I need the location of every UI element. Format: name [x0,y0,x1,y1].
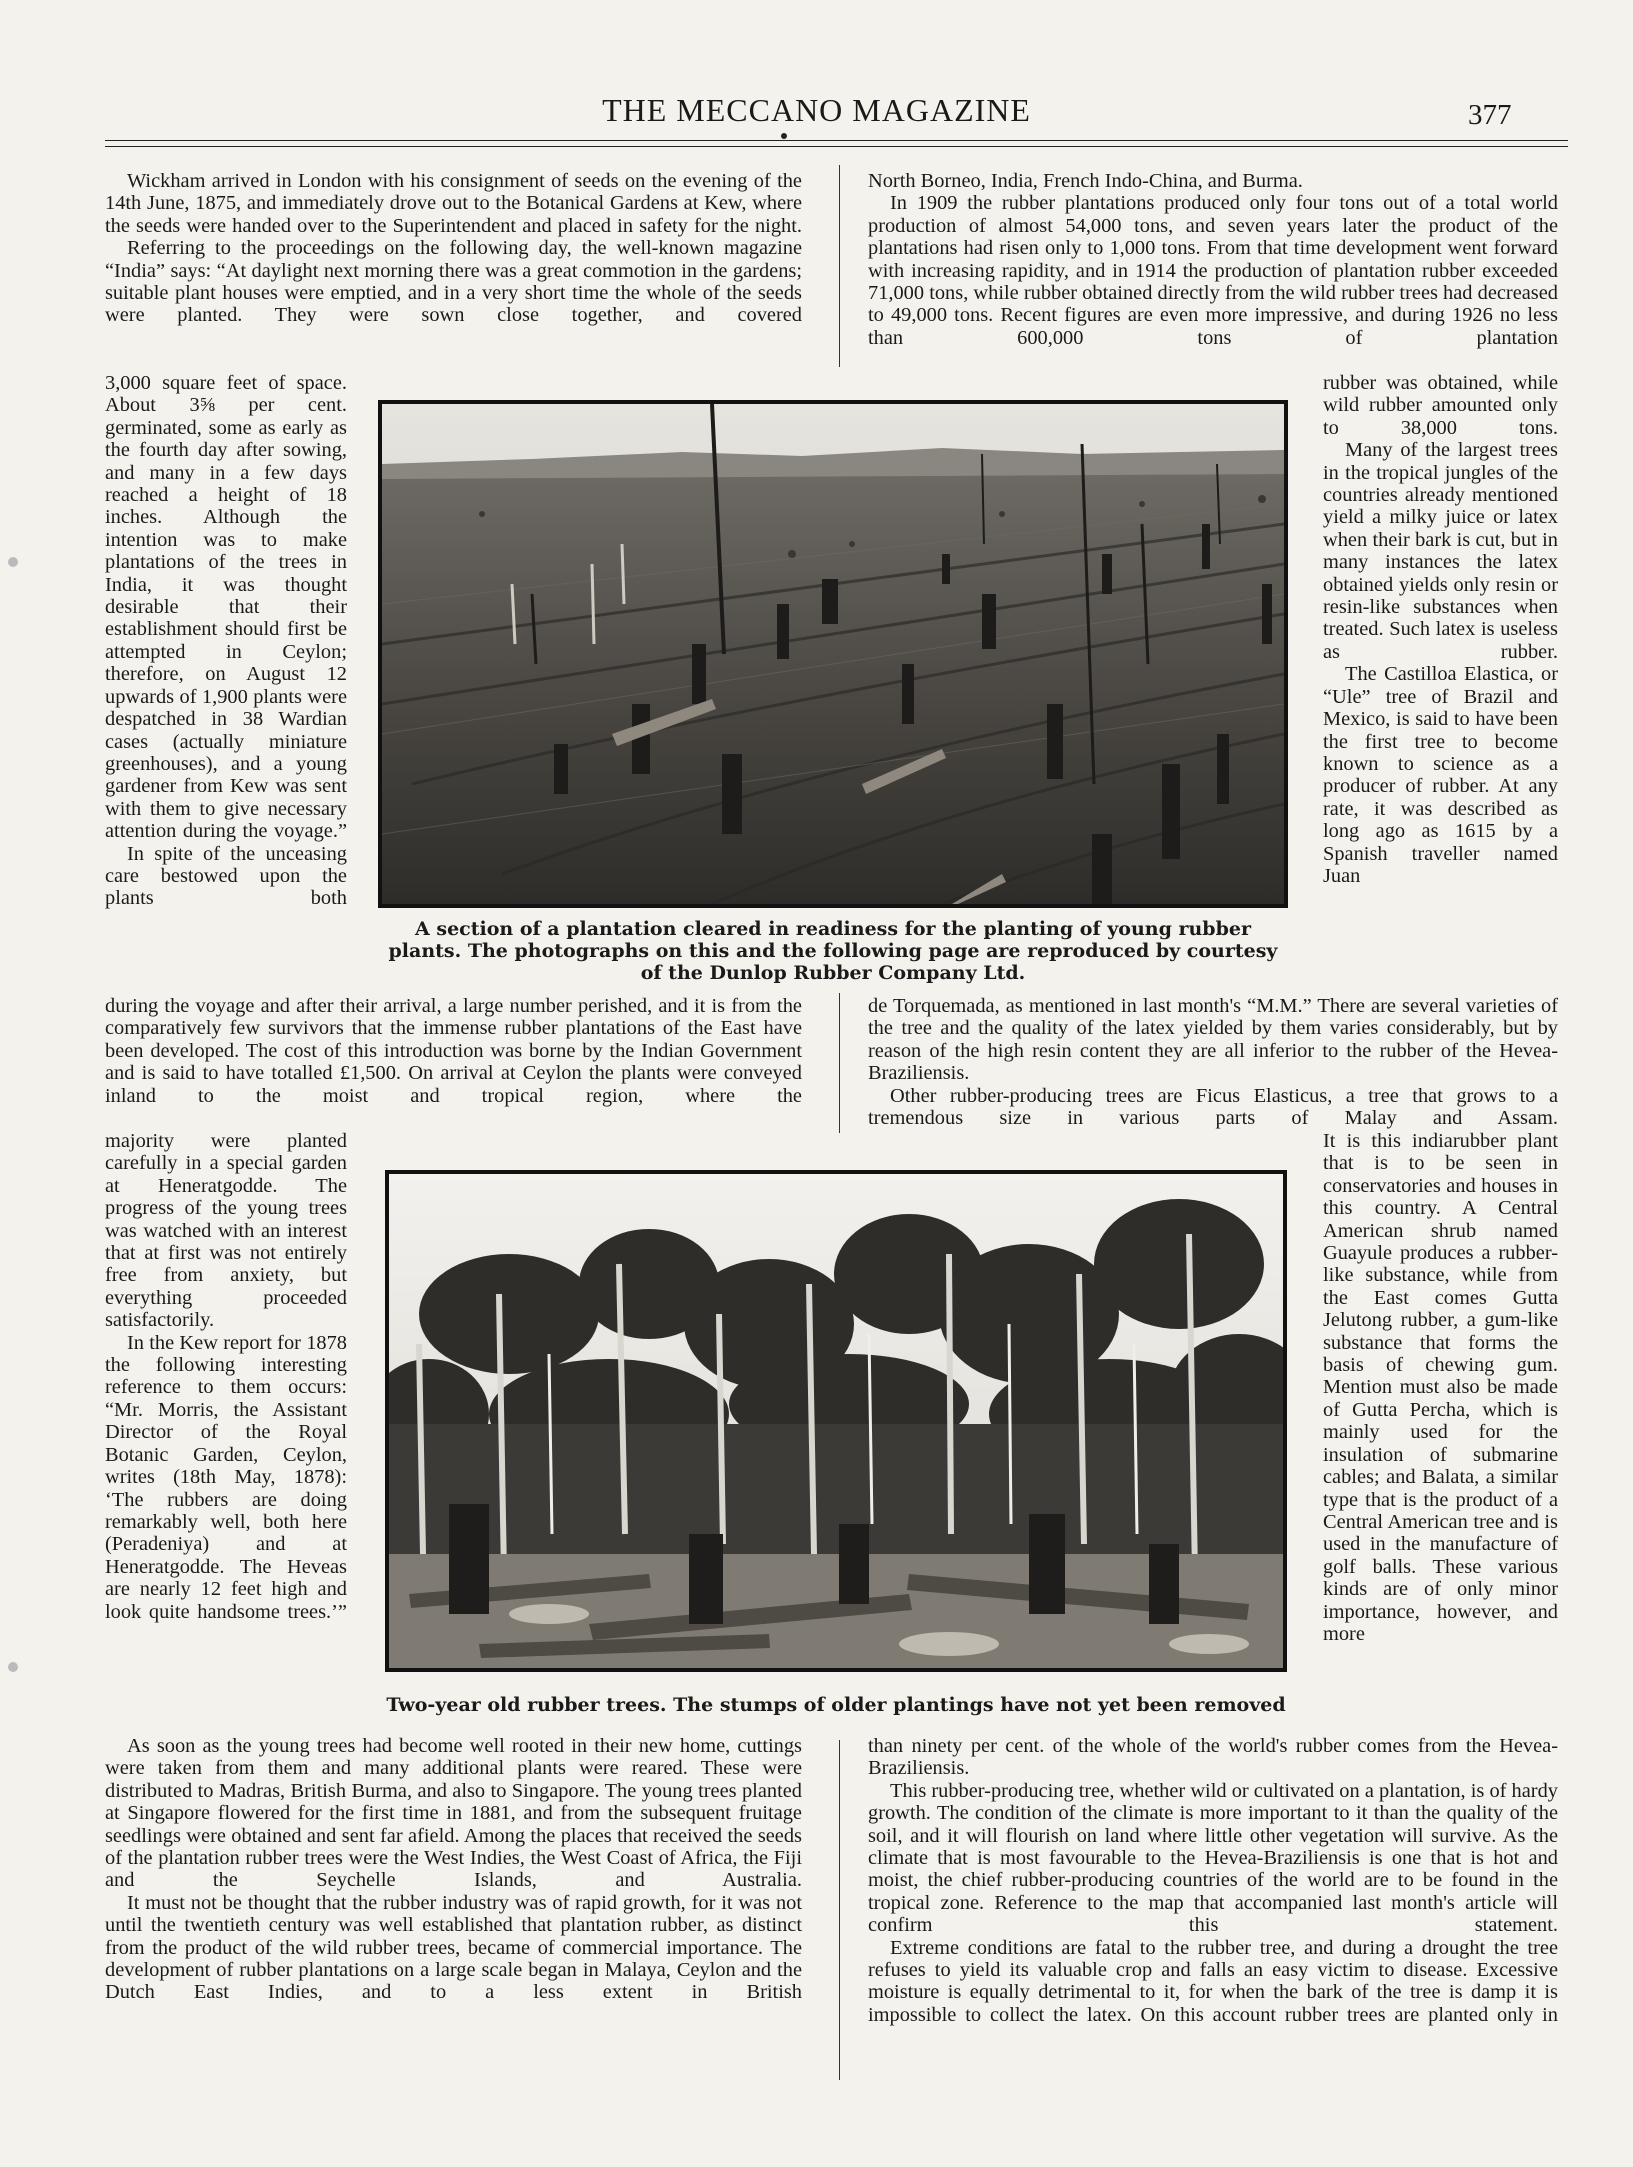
young-rubber-trees-image [389,1174,1283,1668]
paragraph: As soon as the young trees had become well rooted in their new home, cuttings were taken from them and many additional plants were reared. These were distributed to Madras, British Burma, and also to Singapore. The young trees planted at Singapore flowered for the first time in 1881, and from the subsequent fruitage seedlings were obtained and sent far afield. Among the places that received the seeds of the plantation rubber trees were the West Indies, the West Coast of Africa, the Fiji and the Seychelle Islands, and Australia. [105,1735,802,1892]
figure-caption: Two-year old rubber trees. The stumps of older plantings have not yet been removed [386,1694,1286,1716]
paragraph: Other rubber-producing trees are Ficus Elasticus, a tree that grows to a tremendous size in various parts of Malay and Assam. [868,1084,1558,1130]
header-ornament [781,133,787,139]
figure-caption: A section of a plantation cleared in readiness for the planting of young rubber plants. The photographs on this and the following page are reproduced by courtesy of the Dunlop Rubber Company Ltd. [388,918,1278,984]
paragraph: It must not be thought that the rubber industry was of rapid growth, for it was not until the twentieth century was well established that plantation rubber, as distinct from the product of the wild rubber trees, became of commercial importance. The development of rubber plantations on a large scale began in Malaya, Ceylon and the Dutch East Indies, and to a less extent in British [105,1891,802,2004]
paragraph: This rubber-producing tree, whether wild or cultivated on a plantation, is of hardy growth. The condition of the climate is more important to it than the quality of the soil, and it will flourish on land where little other vegetation will survive. As the climate that is most favourable to the Hevea-Braziliensis is one that is hot and moist, the chief rubber-producing countries of the world are to be found in the tropical zone. Reference to the map that accompanied last month's article will confirm this statement. [868,1779,1558,1937]
header-rule-bottom [105,146,1568,147]
article-column-left-bottom [105,1735,802,2004]
paragraph: In 1909 the rubber plantations produced only four tons out of a total world production of almost 54,000 tons, and seven years later the product of the plantations had risen only to 1,000 tons. From that time development went forward with increasing rapidity, and in 1914 the production of plantation rubber exceeded 71,000 tons, while rubber obtained directly from the wild rubber trees had decreased to 49,000 tons. Recent figures are even more impressive, and during 1926 no less than 600,000 tons of plantation [868,192,1558,349]
paragraph: Many of the largest trees in the tropical jungles of the countries already mentioned yield a milky juice or latex when their bark is cut, but in many instances the latex obtained yields only resin or resin-like substances when treated. Such latex is useless as rubber. [1323,439,1558,663]
column-divider-top [839,165,840,367]
paragraph: North Borneo, India, French Indo-China, and Burma. [868,170,1303,192]
paragraph: Wickham arrived in London with his consignment of seeds on the evening of the 14th June, 1875, and immediately drove out to the Botanical Gardens at Kew, where the seeds were handed over to the Superintendent and placed in safety for the night. [105,170,802,237]
article-column-right-narrow [1323,372,1558,887]
paragraph: majority were planted carefully in a special garden at Heneratgodde. The progress of the young trees was watched with an interest that at first was not entirely free from anxiety, but everything proceeded satisfactorily. [105,1130,347,1332]
paragraph: In the Kew report for 1878 the following interesting reference to them occurs: “Mr. Morris, the Assistant Director of the Royal Botanic Garden, Ceylon, writes (18th May, 1878): ‘The rubbers are doing remarkably well, both here (Peradeniya) and at Heneratgodde. The Heveas are nearly 12 feet high and look quite handsome trees.’” [105,1331,347,1623]
paragraph: The Castilloa Elastica, or “Ule” tree of Brazil and Mexico, is said to have been the first tree to become known to science as a producer of rubber. At any rate, it was described as long ago as 1615 by a Spanish traveller named Juan [1323,663,1558,887]
photo-young-rubber-trees [385,1170,1287,1672]
article-column-left-narrow-2 [105,1130,347,1623]
cleared-plantation-image [382,404,1284,904]
paragraph: It is this indiarubber plant that is to be seen in conservatories and houses in this country. A Central American shrub named Guayule produces a rubber-like substance, while from the East comes Gutta Jelutong rubber, a gum-like substance that forms the basis of chewing gum. Mention must also be made of Gutta Percha, which is mainly used for the insulation of submarine cables; and Balata, a similar type that is the product of a Central American tree and is used in the manufacture of golf balls. These various kinds are of only minor importance, however, and more [1323,1130,1558,1645]
magazine-title: THE MECCANO MAGAZINE [602,92,1031,128]
paragraph: 3,000 square feet of space. About 3⅝ per cent. germinated, some as early as the fourth day after sowing, and many in a few days reached a height of 18 inches. Although the intention was to make plantations of the trees in India, it was thought desirable that their establishment should first be attempted in Ceylon; therefore, on August 12 upwards of 1,900 plants were despatched in 38 Wardian cases (actually miniature greenhouses), and a young gardener from Kew was sent with them to give necessary attention during the voyage.” [105,372,347,843]
paragraph: during the voyage and after their arrival, a large number perished, and it is from the comparatively few survivors that the immense rubber plantations of the East have been developed. The cost of this introduction was borne by the Indian Government and is said to have totalled £1,500. On arrival at Ceylon the plants were conveyed inland to the moist and tropical region, where the [105,995,802,1107]
binding-hole-mark [8,557,18,567]
page-number: 377 [1468,99,1512,131]
article-column-left-mid [105,995,802,1107]
paragraph: In spite of the unceasing care bestowed upon the plants both [105,842,347,910]
column-divider-middle [839,993,840,1133]
article-column-right-bottom [868,1735,1558,2026]
column-divider-bottom [839,1740,840,2080]
header-rule-top [105,140,1568,141]
paragraph: Referring to the proceedings on the following day, the well-known magazine “India” says: “At daylight next morning there was a great commotion in the gardens; suitable plant houses were emptied, and in a very short time the whole of the seeds were planted. They were sown close together, and covered [105,237,802,327]
paragraph: rubber was obtained, while wild rubber amounted only to 38,000 tons. [1323,372,1558,439]
article-column-left-narrow [105,372,347,910]
photo-cleared-plantation [378,400,1288,908]
binding-hole-mark [8,1662,18,1672]
article-column-right-mid [868,995,1558,1129]
article-column-right-top [868,170,1558,349]
article-column-left-top [105,170,802,327]
paragraph: de Torquemada, as mentioned in last month's “M.M.” There are several varieties of the tree and the quality of the latex yielded by them varies considerably, but by reason of the high resin content they are all inferior to the rubber of the Hevea-Braziliensis. [868,995,1558,1085]
paragraph: than ninety per cent. of the whole of the world's rubber comes from the Hevea-Braziliensis. [868,1735,1558,1780]
article-column-right-narrow-2 [1323,1130,1558,1645]
paragraph: Extreme conditions are fatal to the rubber tree, and during a drought the tree refuses to yield its valuable crop and falls an easy victim to disease. Excessive moisture is equally detrimental to it, for when the bark of the tree is damp it is impossible to collect the latex. On this account rubber trees are planted only in [868,1936,1558,2026]
